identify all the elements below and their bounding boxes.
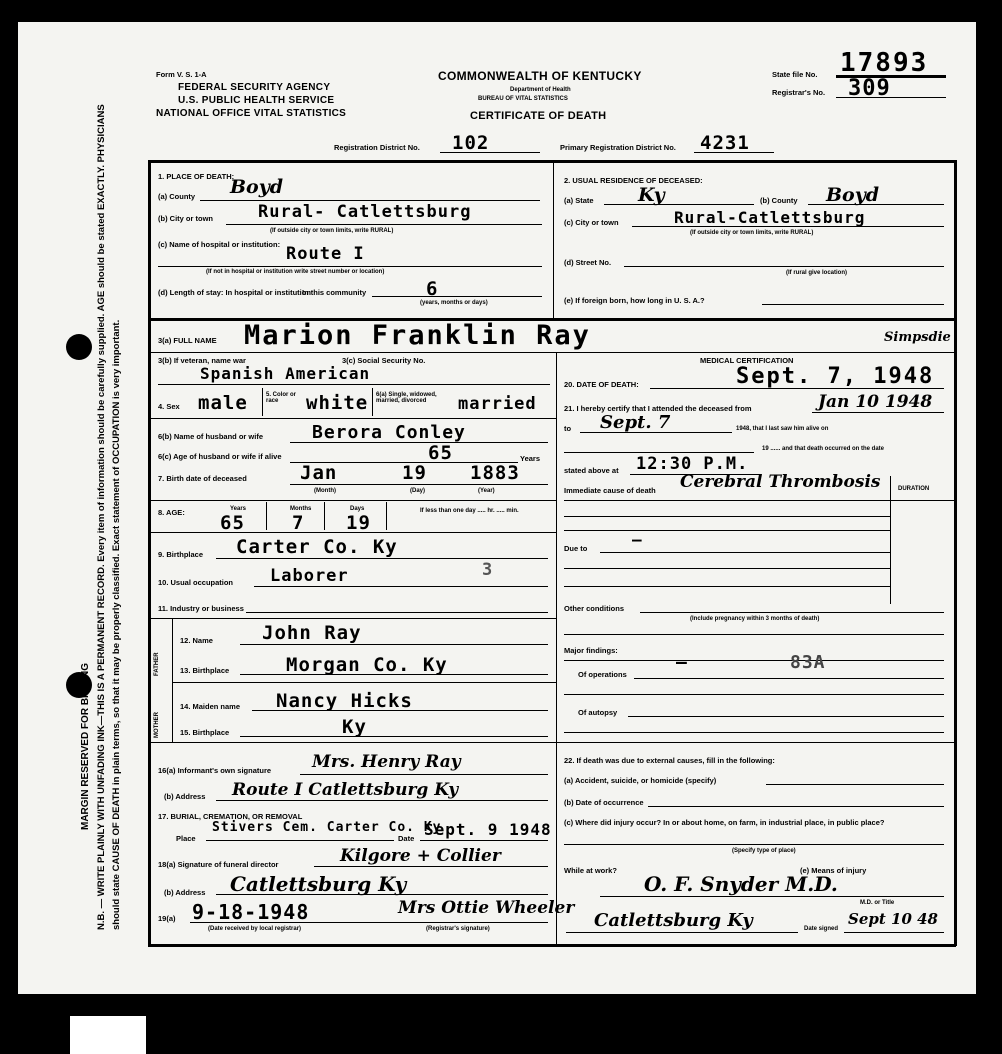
stated-time-value: 12:30 P.M.	[636, 454, 749, 474]
local-registrar-signature: Mrs Ottie Wheeler	[398, 898, 575, 918]
cause-line-3	[564, 568, 890, 569]
place-of-death-label: 1. PLACE OF DEATH:	[158, 172, 235, 181]
state-file-number: 17893	[840, 48, 929, 78]
pod-hospital-label: (c) Name of hospital or institution:	[158, 240, 281, 249]
due-to-label: Due to	[564, 544, 588, 553]
frame-top	[148, 160, 956, 163]
registrar-number: 309	[848, 76, 891, 101]
frame-bottom	[148, 944, 956, 947]
sex-row-line	[148, 418, 556, 419]
age-years-label: Years	[230, 506, 247, 512]
burial-place-value: Stivers Cem. Carter Co. Ky	[212, 820, 442, 835]
burial-place-label: Place	[176, 834, 196, 843]
reg-district-number: 102	[452, 132, 490, 154]
name-row-bottom	[148, 352, 956, 353]
filed-caption: (Date received by local registrar)	[208, 926, 302, 932]
pod-stay-note: (years, months or days)	[420, 300, 488, 306]
pod-city-label: (b) City or town	[158, 214, 213, 223]
birth-month-caption: (Month)	[314, 488, 336, 494]
cause-line-1	[564, 516, 890, 517]
instruction-margin-text: N.B. — WRITE PLAINLY WITH UNFADING INK—THIS IS A PERMANENT RECORD. Every item of information should be carefully supplied. AGE should be stated EXACTLY. PHYSICIANS should state CAUSE OF DEATH in plain terms, so that it may be properly classified. Exact statement of OCCUPATION is very important.	[96, 104, 122, 930]
where-line	[564, 844, 944, 845]
occupation-label: 10. Usual occupation	[158, 578, 234, 587]
informant-addr-line	[216, 800, 548, 801]
frame-left	[148, 160, 151, 946]
date-signed-label: Date signed	[804, 926, 839, 932]
occurrence-date-label: (b) Date of occurrence	[564, 798, 644, 807]
birth-day: 19	[402, 462, 427, 484]
industry-label: 11. Industry or business	[158, 604, 244, 613]
other-conditions-line-2	[564, 634, 944, 635]
physician-signature: O. F. Snyder M.D.	[644, 872, 838, 896]
operations-dash: –	[676, 652, 688, 673]
mother-birth-label: 15. Birthplace	[180, 728, 230, 737]
mother-side-label: MOTHER	[154, 712, 160, 738]
res-foreign-line	[762, 304, 944, 305]
mother-name-label: 14. Maiden name	[180, 702, 241, 711]
father-name-value: John Ray	[262, 622, 362, 644]
full-name-label: 3(a) FULL NAME	[158, 336, 217, 345]
res-city-label: (c) City or town	[564, 218, 619, 227]
means-label: (e) Means of injury	[800, 866, 867, 875]
death-note: 19 ...... and that death occurred on the date	[762, 446, 885, 452]
res-state-line	[604, 204, 754, 205]
res-street-label: (d) Street No.	[564, 258, 612, 267]
burial-date-label: Date	[398, 834, 415, 843]
other-conditions-note: (Include pregnancy within 3 months of death)	[690, 616, 820, 622]
spouse-age-label: 6(c) Age of husband or wife if alive	[158, 452, 282, 461]
social-security-label: 3(c) Social Security No.	[342, 356, 426, 365]
cause-line-4	[564, 586, 890, 587]
primary-district-number: 4231	[700, 132, 750, 154]
res-city-line	[632, 226, 944, 227]
scan-corner-patch	[70, 1016, 146, 1054]
cause-line-2	[564, 530, 890, 531]
full-name-mark: Simpsdie	[884, 330, 951, 345]
birthplace-label: 9. Birthplace	[158, 550, 204, 559]
father-birth-line	[240, 674, 548, 675]
attend-to-value: Sept. 7	[600, 412, 671, 433]
accident-line	[766, 784, 944, 785]
spouse-value: Berora Conley	[312, 422, 466, 443]
father-side-label: FATHER	[154, 652, 160, 676]
where-label: (c) Where did injury occur? In or about home, on farm, in industrial place, in public place?	[564, 818, 885, 827]
mother-name-line	[252, 710, 548, 711]
immediate-label: Immediate cause of death	[564, 486, 656, 495]
age-div-1	[266, 502, 267, 530]
veteran-row-line	[158, 384, 550, 385]
industry-line	[246, 612, 548, 613]
attend-to-line	[580, 432, 732, 433]
pod-hospital-line	[158, 266, 542, 267]
immediate-line	[564, 500, 954, 501]
q22-label: 22. If death was due to external causes, fill in the following:	[564, 756, 775, 765]
age-days-value: 19	[346, 512, 371, 534]
attend-from-line	[812, 412, 944, 413]
physician-sig-line	[600, 896, 944, 897]
age-row-bottom	[148, 532, 556, 533]
res-county-label: (b) County	[760, 196, 798, 205]
agency-line-3: NATIONAL OFFICE VITAL STATISTICS	[156, 108, 347, 119]
sex-value: male	[198, 392, 248, 414]
last-seen-line	[564, 452, 754, 453]
color-label: 5. Color or race	[266, 392, 297, 404]
residence-label: 2. USUAL RESIDENCE OF DECEASED:	[564, 176, 703, 185]
informant-sig-label: 16(a) Informant's own signature	[158, 766, 272, 775]
age-note: If less than one day ..... hr. ..... min.	[420, 508, 519, 514]
major-line-1	[564, 660, 944, 661]
spouse-label: 6(b) Name of husband or wife	[158, 432, 264, 441]
pod-hospital-value: Route I	[286, 244, 365, 264]
filed-value: 9-18-1948	[192, 900, 310, 924]
age-months-value: 7	[292, 512, 305, 534]
certificate-title: CERTIFICATE OF DEATH	[470, 110, 607, 122]
color-divider	[372, 388, 373, 416]
dod-label: 20. DATE OF DEATH:	[564, 380, 639, 389]
mother-birth-value: Ky	[342, 716, 367, 738]
occupation-mark: 3	[482, 560, 494, 580]
birthplace-value: Carter Co. Ky	[236, 536, 398, 558]
parents-side-divider	[172, 618, 173, 742]
pod-stay-value: 6	[426, 278, 439, 300]
veteran-label: 3(b) If veteran, name war	[158, 356, 246, 365]
burial-label: 17. BURIAL, CREMATION, OR REMOVAL	[158, 812, 303, 821]
primary-district-line	[694, 152, 774, 153]
autopsy-line	[628, 716, 944, 717]
war-value: Spanish American	[200, 364, 371, 383]
burial-place-line	[206, 840, 394, 841]
marital-label: 6(a) Single, widowed, married, divorced	[376, 392, 437, 404]
mother-name-value: Nancy Hicks	[276, 690, 413, 712]
while-at-work-label: While at work?	[564, 866, 617, 875]
operations-line	[634, 678, 944, 679]
pod-city-line	[226, 224, 542, 225]
other-conditions-line	[640, 612, 944, 613]
father-name-label: 12. Name	[180, 636, 213, 645]
dept-line-1: Department of Health	[510, 87, 571, 93]
attend-from-value: Jan 10 1948	[818, 392, 933, 412]
pod-county-value: Boyd	[230, 176, 284, 198]
father-birth-value: Morgan Co. Ky	[286, 654, 448, 676]
form-number: Form V. S. 1-A	[156, 70, 207, 79]
binding-hole-top	[66, 334, 92, 360]
top-column-divider	[553, 160, 554, 318]
dept-line-2: BUREAU OF VITAL STATISTICS	[478, 96, 568, 102]
major-findings-label: Major findings:	[564, 646, 618, 655]
res-street-line	[624, 266, 944, 267]
res-state-value: Ky	[638, 184, 665, 206]
father-name-line	[240, 644, 548, 645]
agency-line-1: FEDERAL SECURITY AGENCY	[178, 82, 331, 93]
dod-value: Sept. 7, 1948	[736, 364, 935, 389]
director-addr-value: Catlettsburg Ky	[230, 872, 407, 896]
father-birth-label: 13. Birthplace	[180, 666, 230, 675]
specify-label: (Specify type of place)	[732, 848, 796, 854]
occupation-value: Laborer	[270, 566, 349, 586]
binding-margin-text: MARGIN RESERVED FOR BINDING	[80, 662, 91, 830]
informant-sig-line	[300, 774, 548, 775]
pod-city-note: (If outside city or town limits, write RURAL)	[270, 228, 394, 234]
informant-sig-value: Mrs. Henry Ray	[312, 752, 461, 772]
pod-stay-community-label: In this community	[302, 288, 367, 297]
res-city-value: Rural-Catlettsburg	[674, 208, 866, 227]
res-street-note: (If rural give location)	[786, 270, 848, 276]
director-addr-line	[216, 894, 548, 895]
age-years-value: 65	[220, 512, 245, 534]
father-mother-divider	[172, 682, 556, 683]
last-seen-note: 1948, that I last saw him alive on	[736, 426, 829, 432]
birth-year-caption: (Year)	[478, 488, 495, 494]
director-label: 18(a) Signature of funeral director	[158, 860, 279, 869]
mother-birth-line	[240, 736, 548, 737]
spouse-line	[290, 442, 548, 443]
director-value: Kilgore + Collier	[340, 846, 501, 866]
birth-month: Jan	[300, 462, 338, 484]
pod-county-label: (a) County	[158, 192, 196, 201]
age-div-3	[386, 502, 387, 530]
pod-county-line	[200, 200, 540, 201]
registrar-no-line	[836, 97, 946, 98]
birth-year: 1883	[470, 462, 520, 484]
res-county-value: Boyd	[826, 184, 880, 206]
autopsy-line-2	[564, 732, 944, 733]
pod-stay-line	[372, 296, 542, 297]
registrar-no-label: Registrar's No.	[772, 88, 826, 97]
sex-divider	[262, 388, 263, 416]
state-file-label: State file No.	[772, 70, 818, 79]
due-to-mark: —	[632, 530, 643, 549]
sex-label: 4. Sex	[158, 402, 180, 411]
other-conditions-label: Other conditions	[564, 604, 624, 613]
immediate-value: Cerebral Thrombosis	[680, 472, 881, 492]
date-signed-line	[844, 932, 944, 933]
occupation-line	[254, 586, 548, 587]
filed-label: 19(a)	[158, 914, 176, 923]
age-months-label: Months	[290, 506, 312, 512]
attend-label: 21. I hereby certify that I attended the deceased from	[564, 404, 752, 413]
res-state-label: (a) State	[564, 196, 594, 205]
age-days-label: Days	[350, 506, 365, 512]
due-to-line	[600, 552, 890, 553]
duration-label: DURATION	[898, 486, 930, 492]
spouse-age-unit: Years	[520, 454, 541, 463]
burial-date-value: Sept. 9 1948	[424, 820, 552, 839]
date-signed-value: Sept 10 48	[848, 910, 938, 928]
attend-to-label: to	[564, 424, 572, 433]
marital-value: married	[458, 394, 537, 414]
primary-district-label: Primary Registration District No.	[560, 143, 676, 152]
registrar-sig-caption: (Registrar's signature)	[426, 926, 490, 932]
industry-row-bottom	[148, 618, 556, 619]
agency-line-2: U.S. PUBLIC HEALTH SERVICE	[178, 95, 335, 106]
birthplace-line	[216, 558, 548, 559]
pod-city-value: Rural- Catlettsburg	[258, 202, 472, 222]
pod-hospital-note: (If not in hospital or institution write street number or location)	[206, 269, 385, 275]
medical-bottom	[556, 742, 956, 743]
birth-day-caption: (Day)	[410, 488, 426, 494]
state-title: COMMONWEALTH OF KENTUCKY	[438, 69, 642, 83]
birth-label: 7. Birth date of deceased	[158, 474, 247, 483]
reg-district-label: Registration District No.	[334, 143, 420, 152]
parents-bottom	[148, 742, 556, 743]
informant-addr-label: (b) Address	[164, 792, 206, 801]
operations-label: Of operations	[578, 670, 627, 679]
res-city-note: (If outside city or town limits, write RURAL)	[690, 230, 814, 236]
full-name-value: Marion Franklin Ray	[244, 320, 591, 351]
age-div-2	[324, 502, 325, 530]
dod-line	[650, 388, 944, 389]
color-value: white	[306, 392, 369, 414]
informant-addr-value: Route I Catlettsburg Ky	[232, 780, 459, 800]
birth-line	[290, 484, 548, 485]
duration-divider	[890, 476, 891, 604]
lower-column-divider	[556, 352, 557, 944]
pod-stay-label: (d) Length of stay: In hospital or institution	[158, 288, 311, 297]
md-title-label: M.D. or Title	[860, 900, 895, 906]
major-line-2	[564, 694, 944, 695]
operations-mark: 83A	[790, 652, 826, 673]
birth-row-bottom	[148, 500, 556, 501]
autopsy-label: Of autopsy	[578, 708, 618, 717]
spouse-age-value: 65	[428, 442, 453, 464]
accident-label: (a) Accident, suicide, or homicide (specify)	[564, 776, 717, 785]
burial-date-line	[420, 840, 548, 841]
physician-address-line	[566, 932, 798, 933]
director-line	[314, 866, 548, 867]
stated-label: stated above at	[564, 466, 619, 475]
occurrence-date-line	[648, 806, 944, 807]
filed-line	[190, 922, 548, 923]
frame-right	[954, 160, 957, 946]
age-label: 8. AGE:	[158, 508, 185, 517]
physician-address: Catlettsburg Ky	[594, 910, 753, 931]
reg-district-line	[440, 152, 540, 153]
res-county-line	[808, 204, 944, 205]
res-foreign-label: (e) If foreign born, how long in U. S. A.?	[564, 296, 705, 305]
medical-title: MEDICAL CERTIFICATION	[700, 356, 794, 365]
director-addr-label: (b) Address	[164, 888, 206, 897]
